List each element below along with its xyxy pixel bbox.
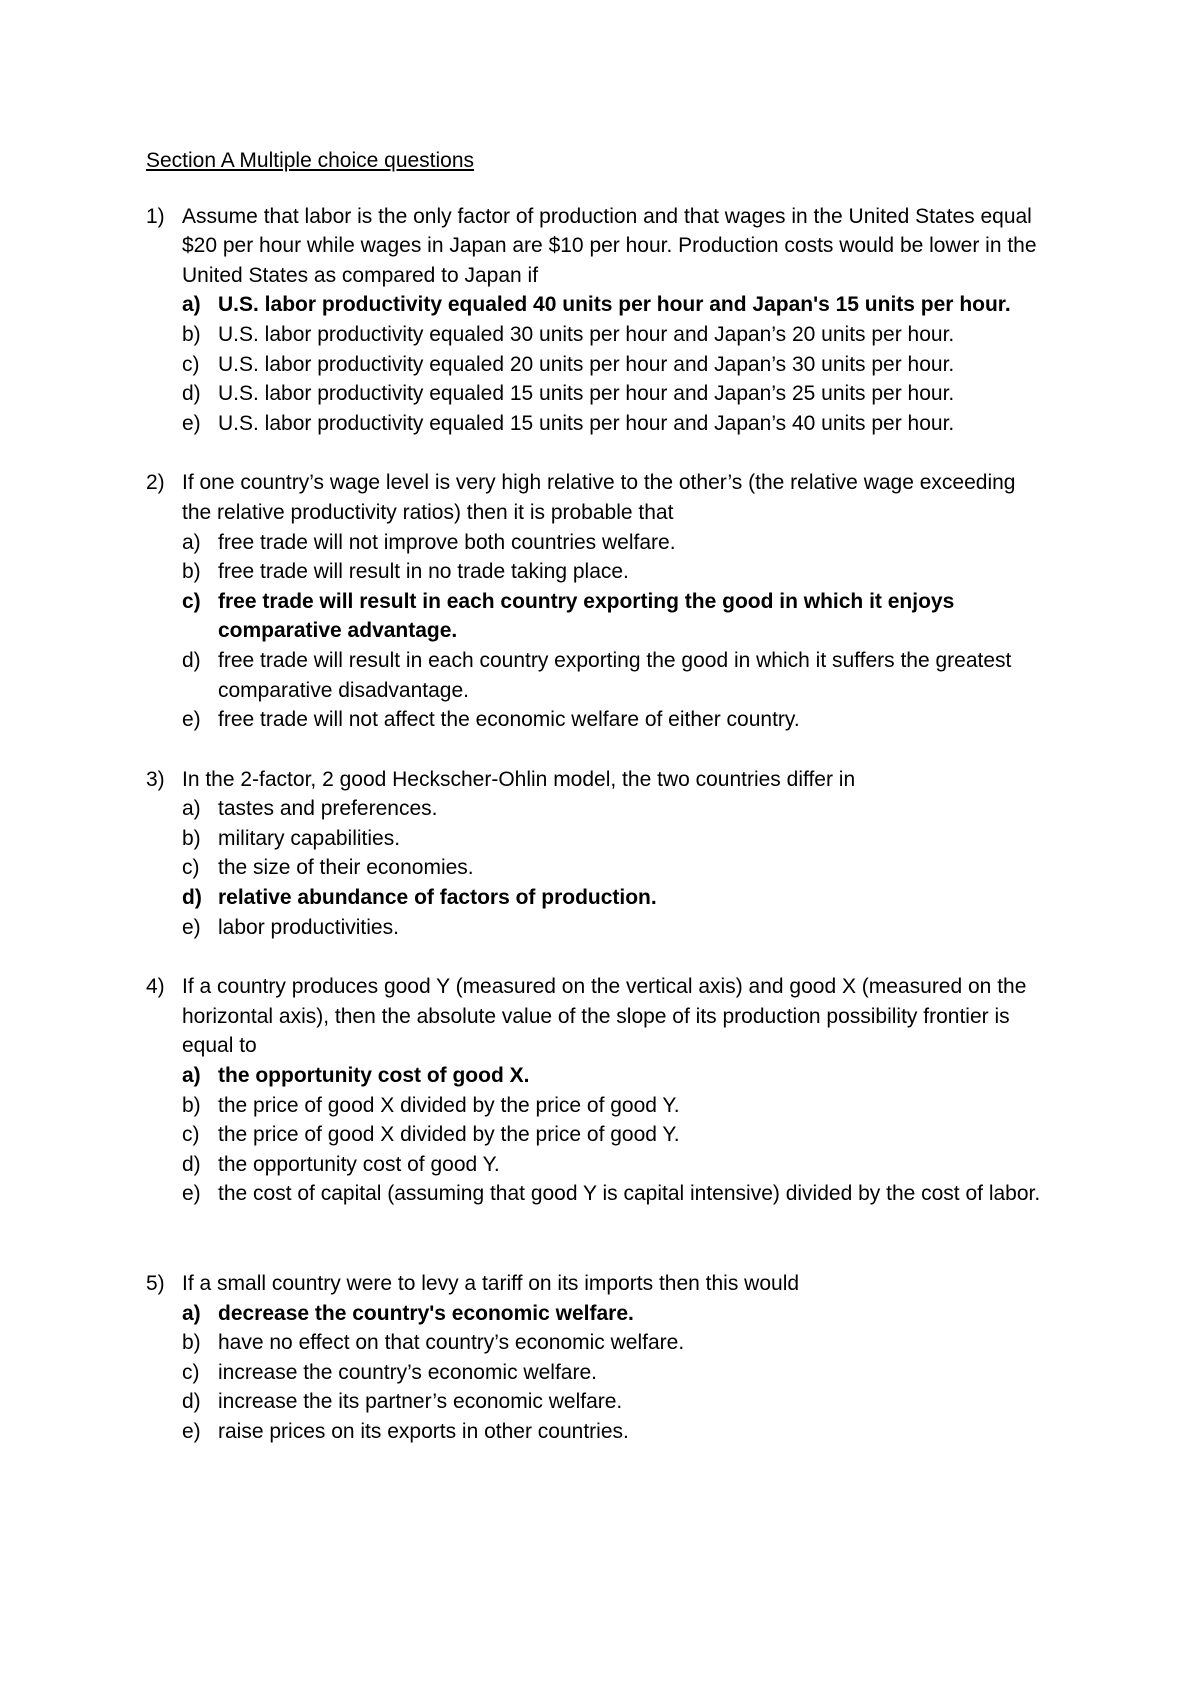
option-letter: c)	[182, 856, 200, 880]
question-4	[146, 972, 1046, 1209]
question-1	[146, 202, 1046, 439]
option-text: raise prices on its exports in other countries.	[218, 1419, 629, 1443]
option-letter: e)	[182, 708, 201, 732]
option-text: military capabilities.	[218, 826, 401, 850]
option-list	[182, 1061, 1046, 1209]
option-list	[182, 1299, 1046, 1447]
option-text: tastes and preferences.	[218, 797, 438, 821]
option-text: have no effect on that country’s economic welfare.	[218, 1331, 685, 1355]
option-a	[182, 528, 1046, 558]
option-letter: b)	[182, 1093, 201, 1117]
option-letter: c)	[182, 589, 201, 613]
option-e	[182, 409, 1046, 439]
option-b	[182, 1328, 1046, 1358]
option-text: labor productivities.	[218, 915, 399, 939]
option-b	[182, 557, 1046, 587]
option-text: U.S. labor productivity equaled 15 units per hour and Japan’s 40 units per hour.	[218, 411, 955, 435]
option-c	[182, 1120, 1046, 1150]
option-text: free trade will not affect the economic welfare of either country.	[218, 708, 800, 732]
question-stem: In the 2-factor, 2 good Heckscher-Ohlin model, the two countries differ in	[182, 767, 856, 791]
option-letter: a)	[182, 1064, 201, 1088]
option-text: U.S. labor productivity equaled 40 units per hour and Japan's 15 units per hour.	[218, 293, 1011, 317]
option-text: decrease the country's economic welfare.	[218, 1301, 634, 1325]
option-b	[182, 1091, 1046, 1121]
option-letter: d)	[182, 1390, 201, 1414]
option-a	[182, 794, 1046, 824]
option-text: the cost of capital (assuming that good Y is capital intensive) divided by the cost of labor.	[218, 1182, 1041, 1206]
option-d	[182, 646, 1046, 705]
option-text: the opportunity cost of good Y.	[218, 1152, 500, 1176]
question-5	[146, 1269, 1046, 1447]
option-c	[182, 350, 1046, 380]
option-text: U.S. labor productivity equaled 30 units per hour and Japan’s 20 units per hour.	[218, 322, 955, 346]
option-letter: b)	[182, 560, 201, 584]
option-a	[182, 1061, 1046, 1091]
option-c	[182, 587, 1046, 646]
option-letter: c)	[182, 1123, 200, 1147]
option-letter: c)	[182, 352, 200, 376]
option-letter: e)	[182, 1419, 201, 1443]
option-c	[182, 853, 1046, 883]
document-content	[146, 146, 1046, 1477]
option-e	[182, 1417, 1046, 1447]
option-d	[182, 1387, 1046, 1417]
option-letter: a)	[182, 293, 201, 317]
option-a	[182, 290, 1046, 320]
question-number: 4)	[146, 975, 165, 999]
option-text: increase the country’s economic welfare.	[218, 1360, 597, 1384]
option-letter: b)	[182, 1331, 201, 1355]
option-text: free trade will result in each country exporting the good in which it enjoys comparative advantage.	[218, 589, 955, 643]
option-text: the price of good X divided by the price of good Y.	[218, 1093, 680, 1117]
option-b	[182, 320, 1046, 350]
option-e	[182, 705, 1046, 735]
option-text: U.S. labor productivity equaled 15 units per hour and Japan’s 25 units per hour.	[218, 382, 955, 406]
option-e	[182, 1179, 1046, 1209]
option-text: the size of their economies.	[218, 856, 474, 880]
option-letter: e)	[182, 915, 201, 939]
option-letter: a)	[182, 1301, 201, 1325]
option-text: free trade will result in no trade taking place.	[218, 560, 629, 584]
question-number: 3)	[146, 767, 165, 791]
question-number: 1)	[146, 204, 165, 228]
option-e	[182, 913, 1046, 943]
option-list	[182, 290, 1046, 438]
option-letter: d)	[182, 1152, 201, 1176]
option-text: the opportunity cost of good X.	[218, 1064, 530, 1088]
option-d	[182, 1150, 1046, 1180]
question-3	[146, 765, 1046, 943]
option-text: free trade will not improve both countries welfare.	[218, 530, 676, 554]
question-stem: If a country produces good Y (measured on the vertical axis) and good X (measured on the horizontal axis), then the absolute value of the slope of its production possibility frontier is equal to	[182, 975, 1027, 1058]
question-2	[146, 468, 1046, 734]
option-c	[182, 1358, 1046, 1388]
option-letter: d)	[182, 382, 201, 406]
question-stem: If one country’s wage level is very high relative to the other’s (the relative wage exceeding the relative productivity ratios) then it is probable that	[182, 471, 1016, 524]
option-letter: c)	[182, 1360, 200, 1384]
question-stem: Assume that labor is the only factor of production and that wages in the United States equal $20 per hour while wages in Japan are $10 per hour. Production costs would be lower in the United States as compared to Japan if	[182, 204, 1037, 287]
option-text: the price of good X divided by the price of good Y.	[218, 1123, 680, 1147]
option-b	[182, 824, 1046, 854]
option-letter: e)	[182, 411, 201, 435]
option-list	[182, 794, 1046, 942]
option-letter: b)	[182, 826, 201, 850]
option-letter: d)	[182, 886, 202, 910]
option-text: relative abundance of factors of production.	[218, 886, 657, 910]
question-number: 5)	[146, 1272, 165, 1295]
option-letter: a)	[182, 797, 201, 821]
option-letter: d)	[182, 648, 201, 672]
option-letter: a)	[182, 530, 201, 554]
option-a	[182, 1299, 1046, 1329]
option-text: U.S. labor productivity equaled 20 units per hour and Japan’s 30 units per hour.	[218, 352, 955, 376]
option-text: increase the its partner’s economic welfare.	[218, 1390, 623, 1414]
option-letter: e)	[182, 1182, 201, 1206]
option-d	[182, 379, 1046, 409]
option-letter: b)	[182, 322, 201, 346]
option-text: free trade will result in each country exporting the good in which it suffers the greatest comparative disadvantage.	[218, 648, 1012, 702]
question-stem: If a small country were to levy a tariff on its imports then this would	[182, 1272, 800, 1295]
option-list	[182, 528, 1046, 735]
option-d	[182, 883, 1046, 913]
section-title: Section A Multiple choice questions	[146, 149, 475, 172]
question-number: 2)	[146, 471, 165, 495]
